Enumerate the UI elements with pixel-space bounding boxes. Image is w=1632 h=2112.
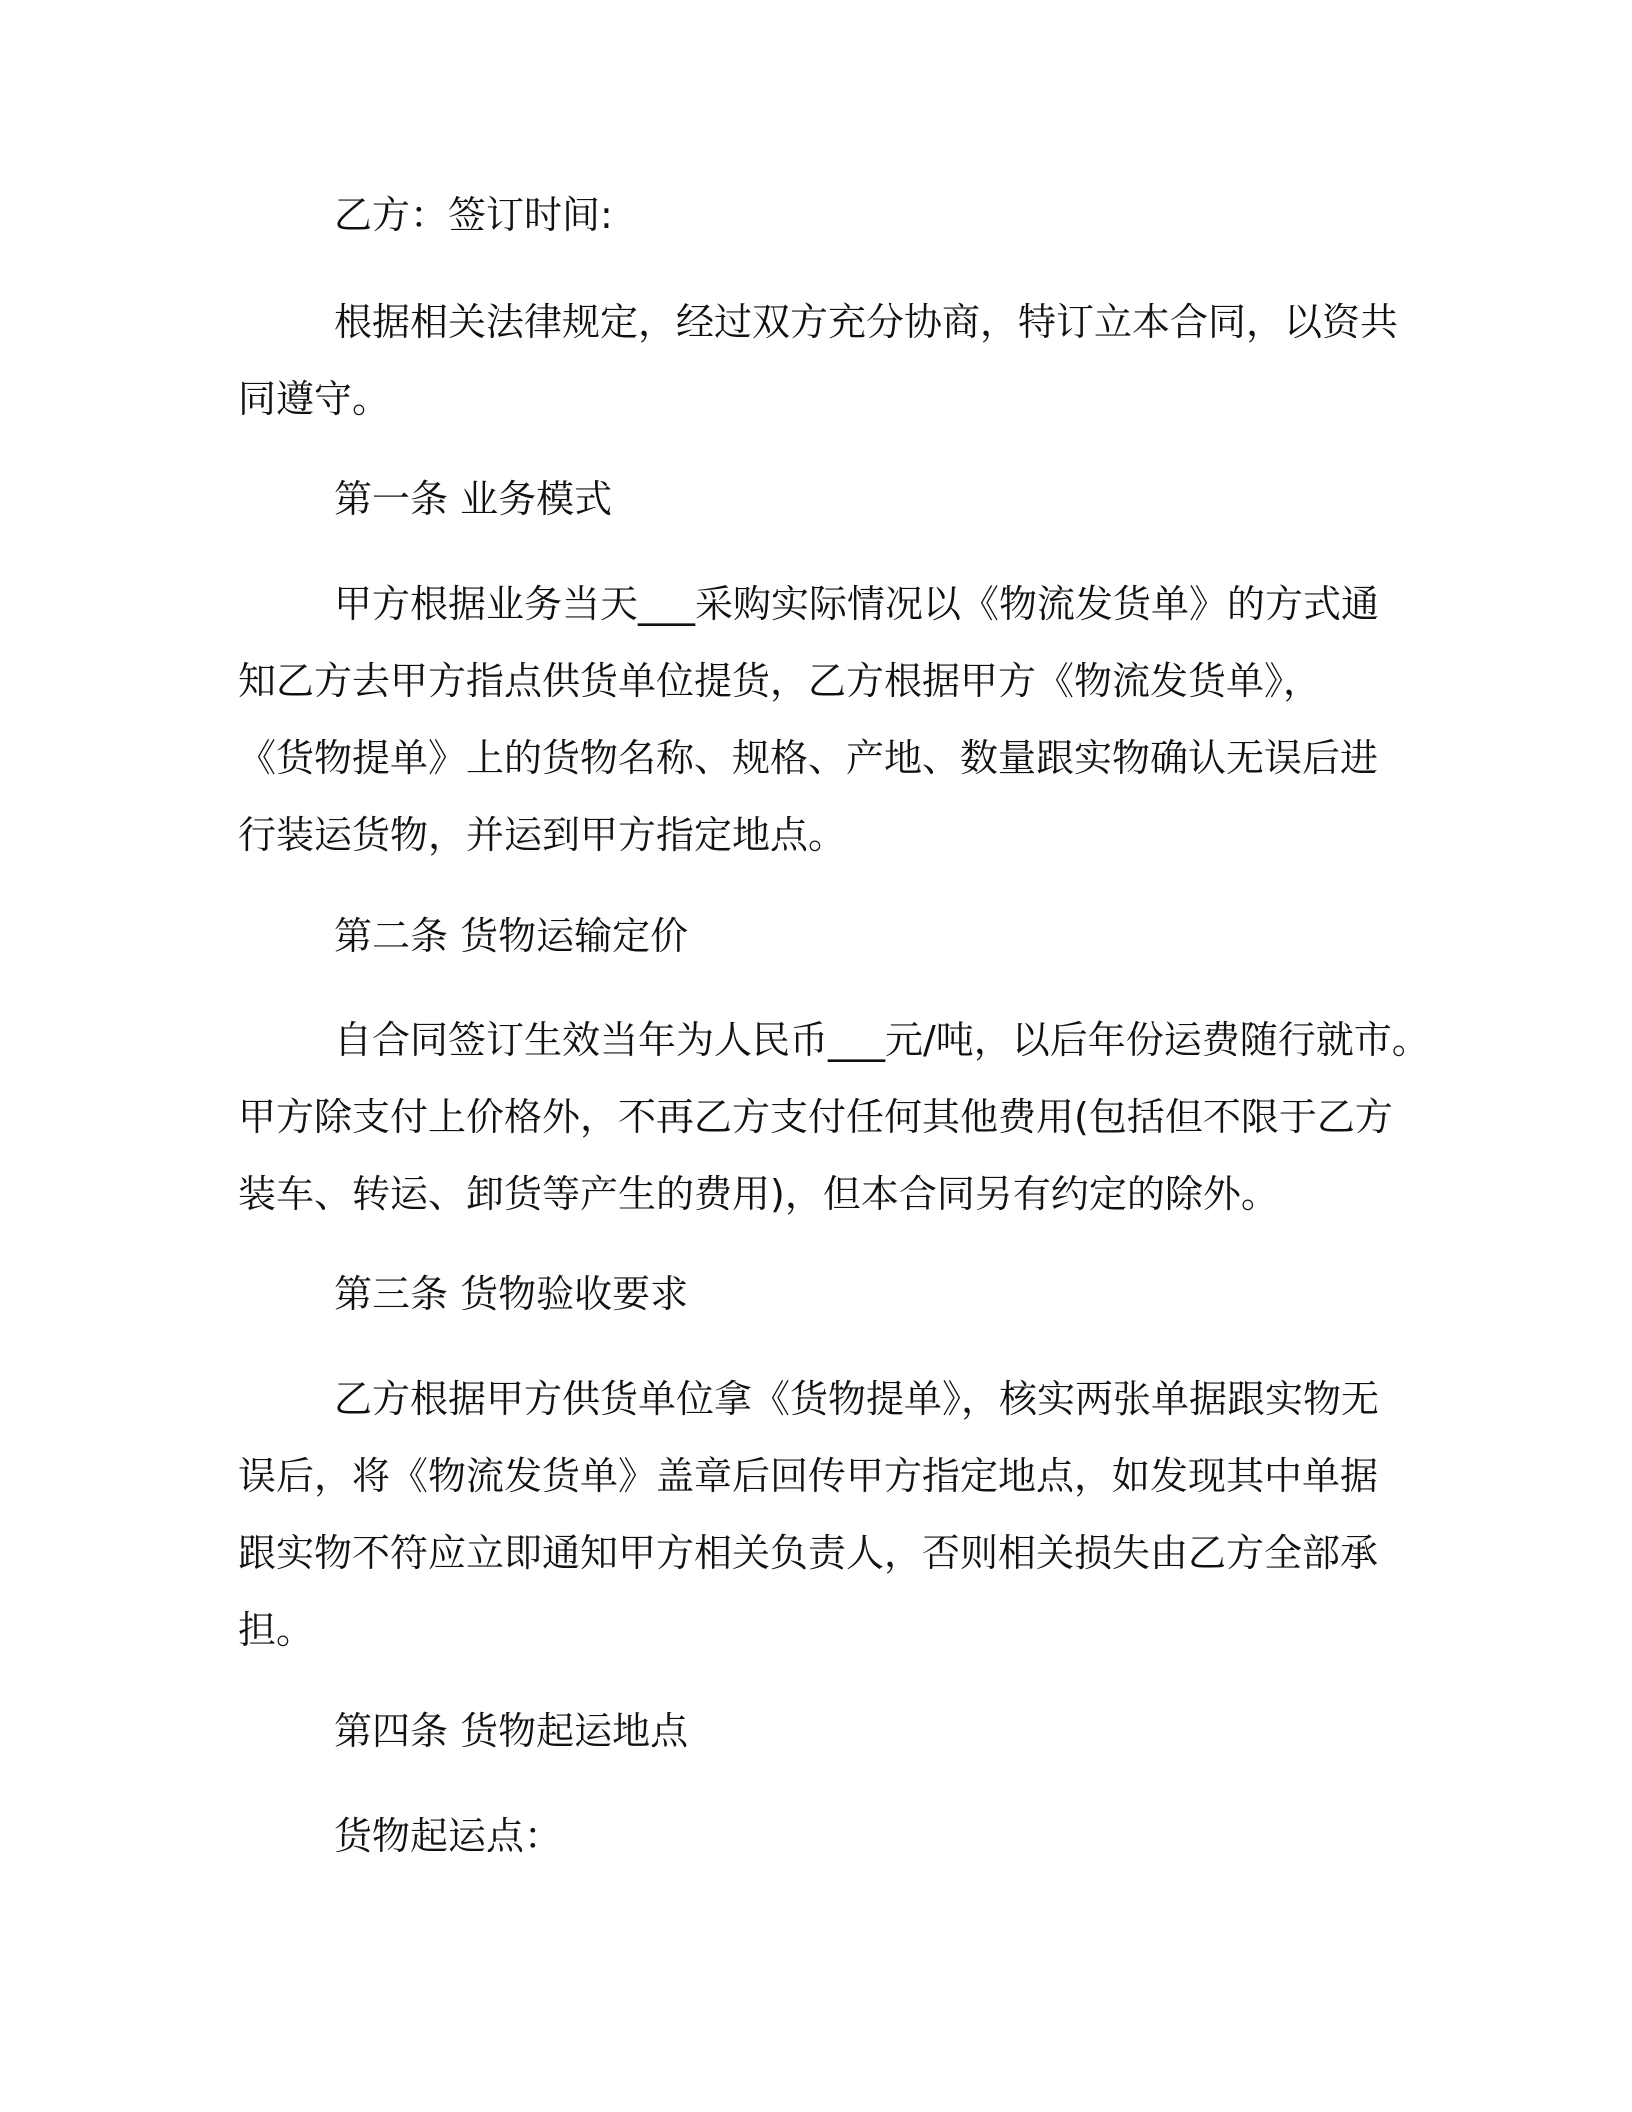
article2-line-2: 甲方除支付上价格外，不再乙方支付任何其他费用(包括但不限于乙方 bbox=[238, 1095, 1393, 1139]
article3-heading: 第三条 货物验收要求 bbox=[334, 1272, 689, 1316]
article1-line-3: 《货物提单》上的货物名称、规格、产地、数量跟实物确认无误后进 bbox=[238, 736, 1379, 780]
article2-line-1: 自合同签订生效当年为人民币___元/吨，以后年份运费随行就市。 bbox=[334, 1018, 1430, 1062]
article3-line-3: 跟实物不符应立即通知甲方相关负责人，否则相关损失由乙方全部承 bbox=[238, 1531, 1379, 1575]
intro-line-1: 根据相关法律规定，经过双方充分协商，特订立本合同，以资共 bbox=[334, 300, 1399, 344]
article1-line-1: 甲方根据业务当天___采购实际情况以《物流发货单》的方式通 bbox=[334, 582, 1380, 626]
article4-line-1: 货物起运点： bbox=[334, 1814, 563, 1858]
article2-heading: 第二条 货物运输定价 bbox=[334, 914, 689, 958]
article2-line-3: 装车、转运、卸货等产生的费用)，但本合同另有约定的除外。 bbox=[238, 1172, 1279, 1216]
article4-heading: 第四条 货物起运地点 bbox=[334, 1709, 689, 1753]
intro-line-2: 同遵守。 bbox=[238, 377, 391, 421]
article3-line-4: 担。 bbox=[238, 1608, 315, 1652]
article1-line-2: 知乙方去甲方指点供货单位提货，乙方根据甲方《物流发货单》， bbox=[238, 659, 1322, 703]
article3-line-2: 误后，将《物流发货单》盖章后回传甲方指定地点，如发现其中单据 bbox=[238, 1454, 1379, 1498]
article3-line-1: 乙方根据甲方供货单位拿《货物提单》，核实两张单据跟实物无 bbox=[334, 1377, 1380, 1421]
article1-line-4: 行装运货物，并运到甲方指定地点。 bbox=[238, 813, 847, 857]
party-signing-line: 乙方：签订时间: bbox=[334, 193, 613, 237]
article1-heading: 第一条 业务模式 bbox=[334, 477, 613, 521]
